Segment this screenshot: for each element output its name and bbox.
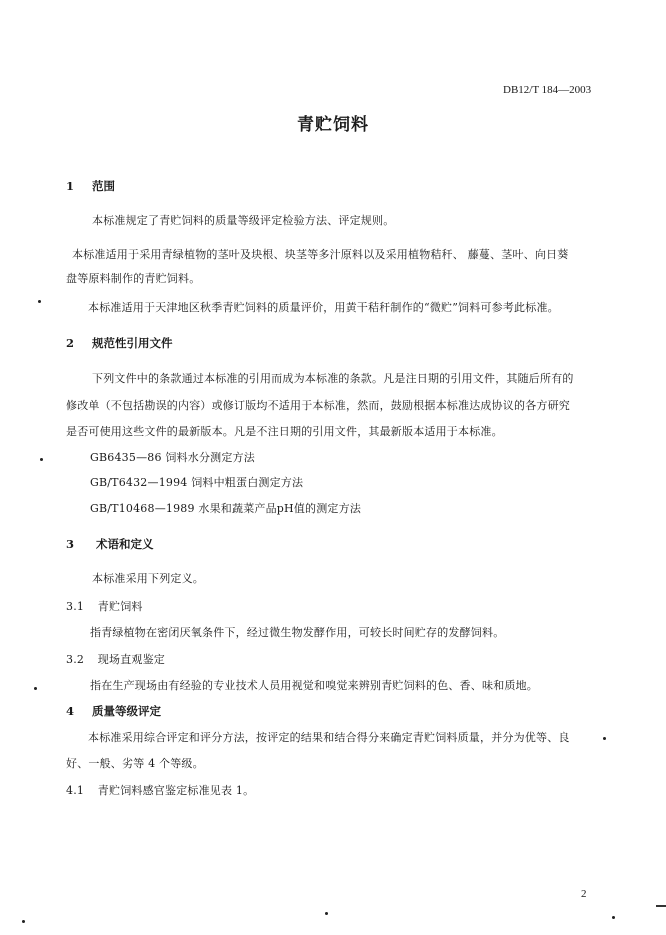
section-1-heading (66, 178, 115, 194)
section-title: 术语和定义 (96, 537, 154, 551)
scan-speck (325, 912, 328, 915)
clause (66, 782, 254, 798)
clause-number: 4.1 (66, 784, 85, 797)
reference-item: GB/T6432—1994 饲料中粗蛋白测定方法 (90, 476, 304, 489)
section-2-heading (66, 335, 173, 351)
paragraph-line: 是否可使用这些文件的最新版本。凡是不注日期的引用文件，其最新版本适用于本标准。 (66, 425, 503, 438)
definition-text: 指在生产现场由有经验的专业技术人员用视觉和嗅觉来辨别青贮饲料的色、香、味和质地。 (90, 679, 538, 692)
term: 现场直观鉴定 (97, 653, 165, 666)
section-number: 3 (66, 537, 75, 551)
section-title: 质量等级评定 (92, 704, 162, 718)
scan-speck (612, 916, 615, 919)
section-title: 范围 (92, 179, 116, 193)
paragraph: 本标准采用下列定义。 (92, 572, 204, 585)
term: 青贮饲料 (97, 600, 143, 613)
scan-speck (40, 458, 43, 461)
paragraph-line: 下列文件中的条款通过本标准的引用而成为本标准的条款。凡是注日期的引用文件，其随后所有的 (92, 372, 574, 385)
section-number: 1 (66, 179, 75, 193)
reference-item: GB/T10468—1989 水果和蔬菜产品pH值的测定方法 (90, 502, 362, 515)
paragraph-line: 盘等原料制作的青贮饲料。 (66, 272, 201, 285)
scan-speck (603, 737, 606, 740)
scan-speck (34, 687, 37, 690)
section-3-heading (66, 536, 154, 552)
paragraph-line: 本标准适用于采用青绿植物的茎叶及块根、块茎等多汁原料以及采用植物秸秆、 藤蔓、茎叶、向日葵 (72, 248, 569, 261)
definition-heading (66, 598, 143, 614)
paragraph: 本标准适用于天津地区秋季青贮饲料的质量评价，用黄干秸秆制作的“微贮”饲料可参考此标准。 (88, 301, 559, 314)
clause-number: 3.2 (66, 653, 85, 666)
clause-number: 3.1 (66, 600, 85, 613)
paragraph-line: 好、一般、劣等 4 个等级。 (66, 757, 204, 770)
reference-item: GB6435—86 饲料水分测定方法 (90, 451, 255, 464)
scan-mark (656, 905, 666, 907)
standard-code: DB12/T 184—2003 (503, 84, 592, 96)
section-4-heading (66, 703, 161, 719)
scan-speck (38, 300, 41, 303)
section-number: 2 (66, 336, 75, 350)
definition-text: 指青绿植物在密闭厌氧条件下，经过微生物发酵作用，可较长时间贮存的发酵饲料。 (90, 626, 505, 639)
definition-heading (66, 651, 165, 667)
scan-speck (22, 920, 25, 923)
section-title: 规范性引用文件 (92, 336, 173, 350)
clause-text: 青贮饲料感官鉴定标准见表 1。 (97, 784, 255, 797)
page-number: 2 (581, 888, 587, 900)
paragraph-line: 修改单（不包括勘误的内容）或修订版均不适用于本标准，然而，鼓励根据本标准达成协议的各方研究 (66, 399, 570, 412)
paragraph: 本标准规定了青贮饲料的质量等级评定检验方法、评定规则。 (92, 214, 395, 227)
section-number: 4 (66, 704, 75, 718)
page-title: 青贮饲料 (297, 115, 369, 135)
paragraph-line: 本标准采用综合评定和评分方法，按评定的结果和结合得分来确定青贮饲料质量，并分为优等、良 (88, 731, 570, 744)
